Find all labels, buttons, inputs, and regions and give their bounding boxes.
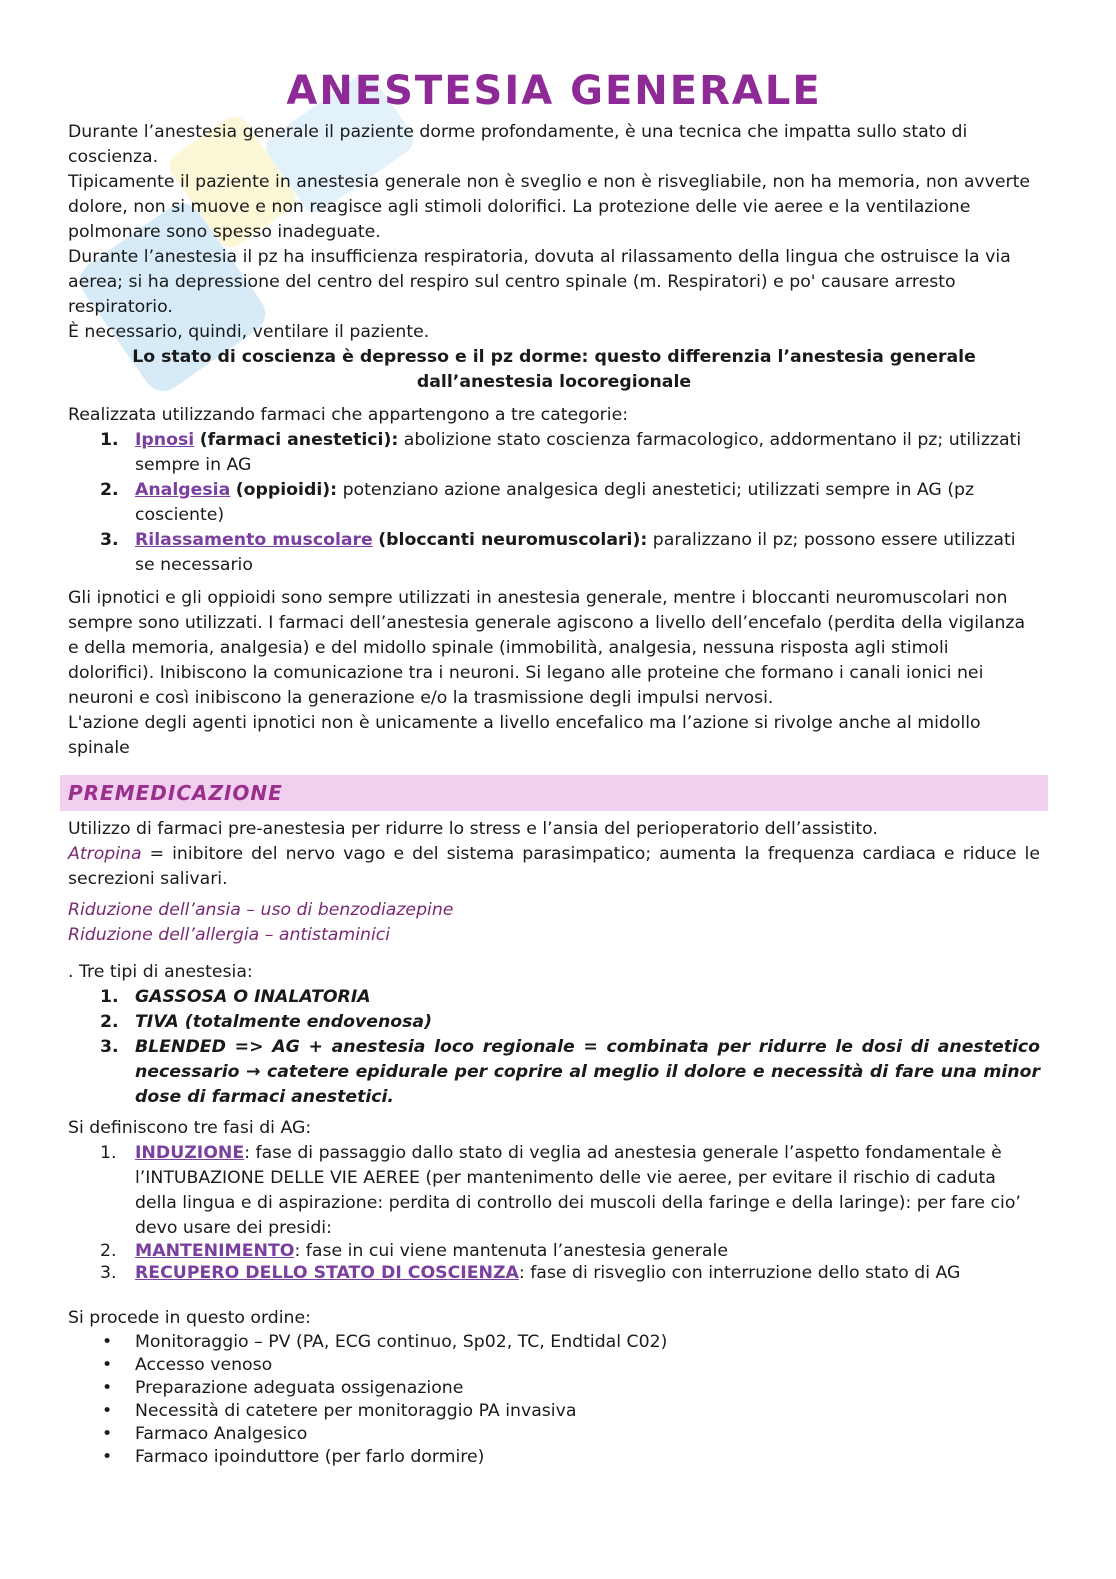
types-intro: . Tre tipi di anestesia:: [68, 962, 253, 982]
bullet-icon: •: [102, 1424, 113, 1444]
bullet-icon: •: [102, 1355, 113, 1375]
document-page: [68, 66, 1040, 1469]
type-label: TIVA (totalmente endovenosa): [135, 1012, 432, 1032]
body-paragraph: L'azione degli agenti ipnotici non è unicamente a livello encefalico ma l’azione si rivolge anche al midollo spinale: [68, 713, 981, 758]
phases-list: [68, 1141, 1040, 1286]
intro-paragraph: È necessario, quindi, ventilare il paziente.: [68, 322, 430, 342]
type-label: GASSOSA O INALATORIA: [135, 987, 371, 1007]
phase-description: : fase di risveglio con interruzione dello stato di AG: [518, 1263, 961, 1283]
list-item-text: Accesso venoso: [135, 1355, 273, 1375]
list-item: [68, 428, 1040, 478]
drugs-intro: Realizzata utilizzando farmaci che appartengono a tre categorie:: [68, 405, 629, 425]
list-item: [68, 1035, 1040, 1110]
intro-paragraph: Durante l’anestesia il pz ha insufficienza respiratoria, dovuta al rilassamento della lingua che ostruisce la via aerea; si ha depressione del centro del respiro sul centro spinale (m. Respiratori) e po' causare arresto respiratorio.: [68, 247, 1011, 317]
list-item-text: Farmaco Analgesico: [135, 1424, 308, 1444]
intro-paragraph: Tipicamente il paziente in anestesia generale non è sveglio e non è risvegliabile, non ha memoria, non avverte dolore, non si muove e non reagisce agli stimoli dolorifici. La protezione delle vie aeree e la ventilazione polmonare sono spesso inadeguate.: [68, 172, 1031, 242]
list-item: [68, 478, 1040, 528]
bullet-icon: •: [102, 1401, 113, 1421]
section-heading-premedicazione: PREMEDICAZIONE: [60, 775, 1048, 811]
bullet-icon: •: [102, 1332, 113, 1352]
list-item: [68, 1010, 1040, 1035]
list-item-text: Farmaco ipoinduttore (per farlo dormire): [135, 1447, 485, 1467]
order-intro: Si procede in questo ordine:: [68, 1308, 311, 1328]
list-number: 3.: [100, 530, 119, 550]
type-label: BLENDED => AG + anestesia loco regionale = combinata per ridurre le dosi di anestetico necessario → catetere epidurale per coprire al meglio il dolore e necessità di fare una minor dose di farmaci anestetici.: [135, 1037, 1040, 1107]
term-link[interactable]: Analgesia: [135, 480, 231, 500]
term-link[interactable]: Rilassamento muscolare: [135, 530, 373, 550]
list-item-text: Monitoraggio – PV (PA, ECG continuo, Sp02, TC, Endtidal C02): [135, 1332, 668, 1352]
list-item-text: Necessità di catetere per monitoraggio PA invasiva: [135, 1401, 577, 1421]
list-item: [68, 1423, 1040, 1446]
list-number: 3.: [100, 1263, 117, 1283]
anesthesia-types-list: [68, 985, 1040, 1110]
atropina-term: Atropina: [68, 844, 142, 864]
bullet-icon: •: [102, 1378, 113, 1398]
list-item: [68, 985, 1040, 1010]
atropina-paragraph: [68, 842, 1040, 892]
body-paragraph: Gli ipnotici e gli oppioidi sono sempre utilizzati in anestesia generale, mentre i bloccanti neuromuscolari non sempre sono utilizzati. I farmaci dell’anestesia generale agiscono a livello dell’encefalo (perdita della vigilanza e della memoria, analgesia) e del midollo spinale (immobilità, analgesia, nessuna risposta agli stimoli dolorifici). Inibiscono la comunicazione tra i neuroni. Si legano alle proteine che formano i canali ionici nei neuroni e così inibiscono la generazione e/o la trasmissione degli impulsi nervosi.: [68, 588, 1026, 708]
list-item: [68, 1261, 1040, 1286]
list-item: [68, 1354, 1040, 1377]
list-item: [68, 1241, 1040, 1261]
list-item: [68, 1141, 1040, 1241]
procedure-order-list: [68, 1331, 1040, 1469]
phase-description: : fase in cui viene mantenuta l’anestesia generale: [294, 1241, 728, 1261]
premed-note: Riduzione dell’ansia – uso di benzodiazepine: [68, 900, 454, 920]
list-number: 2.: [100, 480, 119, 500]
bullet-icon: •: [102, 1447, 113, 1467]
term-description: potenziano azione analgesica degli anestetici; utilizzati sempre in AG (pz cosciente): [135, 480, 975, 525]
highlight-statement: Lo stato di coscienza è depresso e il pz dorme: questo differenzia l’anestesia generale dall’anestesia locoregionale: [132, 347, 976, 392]
list-number: 1.: [100, 1143, 117, 1163]
list-number: 3.: [100, 1037, 119, 1057]
list-item: [68, 1400, 1040, 1423]
list-item: [68, 528, 1040, 578]
list-number: 1.: [100, 987, 119, 1007]
term-description: paralizzano il pz; possono essere utilizzati se necessario: [135, 530, 1016, 575]
list-number: 2.: [100, 1012, 119, 1032]
premed-note: Riduzione dell’allergia – antistaminici: [68, 925, 391, 945]
term-subtitle: (oppioidi):: [235, 480, 338, 500]
list-number: 1.: [100, 430, 119, 450]
term-subtitle: (farmaci anestetici):: [199, 430, 399, 450]
list-number: 2.: [100, 1241, 117, 1261]
list-item: [68, 1377, 1040, 1400]
list-item: [68, 1331, 1040, 1354]
phase-term-link[interactable]: INDUZIONE: [135, 1143, 245, 1163]
phase-description: : fase di passaggio dallo stato di veglia ad anestesia generale l’aspetto fondamentale è l’INTUBAZIONE DELLE VIE AEREE (per mantenimento delle vie aeree, per evitare il rischio di caduta della lingua e di aspirazione: perdita di controllo dei muscoli della faringe e della laringe): per fare cio’ devo usare dei presidi:: [135, 1143, 1021, 1238]
page-title: ANESTESIA GENERALE: [286, 68, 822, 114]
intro-paragraph: Durante l’anestesia generale il paziente dorme profondamente, è una tecnica che impatta sullo stato di coscienza.: [68, 122, 968, 167]
term-subtitle: (bloccanti neuromuscolari):: [378, 530, 648, 550]
term-description: abolizione stato coscienza farmacologico, addormentano il pz; utilizzati sempre in AG: [135, 430, 1022, 475]
term-link[interactable]: Ipnosi: [135, 430, 195, 450]
phase-term-link[interactable]: RECUPERO DELLO STATO DI COSCIENZA: [135, 1263, 519, 1283]
atropina-description: = inibitore del nervo vago e del sistema parasimpatico; aumenta la frequenza cardiaca e riduce le secrezioni salivari.: [68, 844, 1040, 889]
phase-term-link[interactable]: MANTENIMENTO: [135, 1241, 295, 1261]
list-item: [68, 1446, 1040, 1469]
drug-categories-list: [68, 428, 1040, 578]
list-item-text: Preparazione adeguata ossigenazione: [135, 1378, 464, 1398]
phases-intro: Si definiscono tre fasi di AG:: [68, 1118, 312, 1138]
premed-text: Utilizzo di farmaci pre-anestesia per ridurre lo stress e l’ansia del perioperatorio dell’assistito.: [68, 819, 878, 839]
